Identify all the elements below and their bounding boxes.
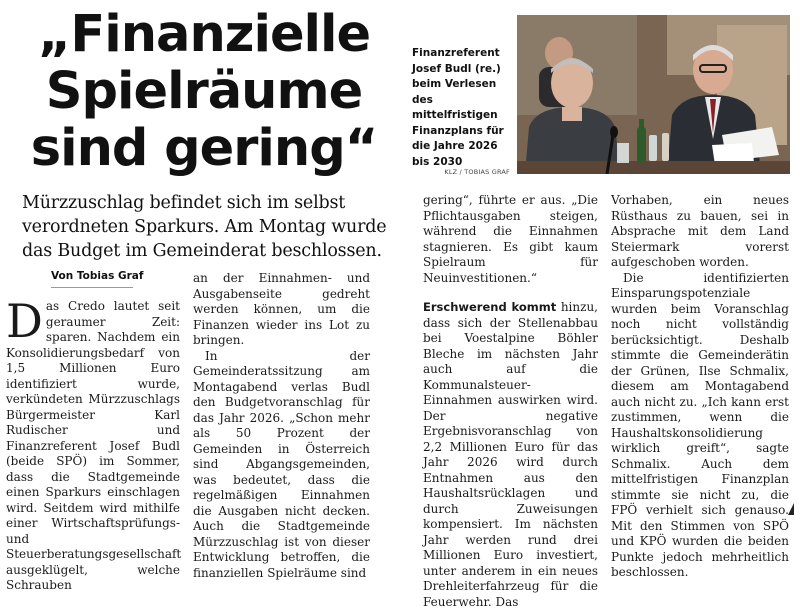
photo-caption: Finanzreferent Josef Budl (re.) beim Verlesen des mittelfristigen Finanzplans für die Jahre 2026 bis 2030 (412, 47, 504, 168)
byline-divider (51, 287, 133, 288)
subheading-lead: Erschwerend kommt (423, 300, 557, 314)
drop-cap: D (6, 294, 43, 348)
article-column-1 (6, 294, 182, 594)
byline: Von Tobias Graf (51, 270, 144, 282)
column-1-text: as Credo lautet seit geraumer Zeit: sparen. Nachdem ein Konsolidierungsbedarf von 1,5 Millionen Euro identifiziert wurde, verkündeten Mürzzuschlags Bürgermeister Karl Rudischer und Finanzreferent Josef Budl (beide SPÖ) im Sommer, dass die Stadtgemeinde einen Sparkurs einschlagen wird. Seitdem wird mithilfe einer Wirtschaftsprüfungs- und Steuerberatungsgesellschaft ausgeklügelt, welche Schrauben (6, 299, 182, 592)
column-2-paragraph-2: In der Gemeinderatssitzung am Montagabend verlas Budl den Budgetvoranschlag für das Jahr 2026. „Schon mehr als 50 Prozent der Gemeinden in Österreich sind Abgangsgemeinden, was bedeutet, dass die regelmäßigen Einnahmen die Ausgaben nicht decken. Auch die Stadtgemeinde Mürzzuschlag ist von dieser Entwicklung betroffen, die finanziellen Spielräume sind (193, 348, 370, 580)
column-3-paragraph-1: gering“, führte er aus. „Die Pflichtausgaben steigen, während die Einnahmen stagnieren. Es gibt kaum Spielraum für Neuinvestitionen.“ (423, 193, 598, 285)
subheadline: Mürzzuschlag befindet sich im selbst verordneten Sparkurs. Am Montag wurde das Budget im Gemeinderat beschlossen. (22, 193, 387, 261)
column-2-paragraph-1: an der Einnahmen- und Ausgabenseite gedreht werden können, um die Finanzen wieder ins Lot zu bringen. (193, 271, 370, 347)
article-column-2 (193, 271, 370, 581)
column-3-text: hinzu, dass sich der Stellenabbau bei Voestalpine Böhler Bleche im nächsten Jahr auch auf die Kommunalsteuer-Einnahmen auswirken wird. Der negative Ergebnisvoranschlag von 2,2 Millionen Euro für das Jahr 2026 wird durch Entnahmen aus den Haushaltsrücklagen und durch Zuweisungen kompensiert. Im nächsten Jahr werden rund drei Millionen Euro investiert, unter anderem in ein neues Drehleiterfahrzeug für die Feuerwehr. Das (423, 300, 598, 609)
column-4-paragraph-1: Vorhaben, ein neues Rüsthaus zu bauen, sei in Absprache mit dem Land Steiermark vorerst aufgeschoben worden. (611, 193, 789, 269)
photo-credit: KLZ / TOBIAS GRAF (444, 168, 510, 176)
column-3-paragraph-2 (423, 300, 598, 610)
photo-illustration (517, 15, 790, 174)
article-photo (517, 15, 790, 174)
headline: „Finanzielle Spielräume sind gering“ (30, 5, 378, 178)
column-4-paragraph-2: Die identifizierten Einsparungspotenziale wurden beim Voranschlag noch nicht vollständig berücksichtigt. Deshalb stimmte die Gemeinderätin der Grünen, Ilse Schmalix, diesem am Montagabend auch nicht zu. „Ich kann erst zustimmen, wenn die Haushaltskonsolidierung wirklich greift“, sagte Schmalix. Auch dem mittelfristigen Finanzplan stimmte sie nicht zu, die FPÖ verhielt sich genauso. Mit den Stimmen von SPÖ und KPÖ wurden die beiden Punkte jedoch mehrheitlich beschlossen. (611, 270, 789, 579)
article-column-4 (611, 193, 789, 581)
column-1-paragraph (6, 294, 182, 594)
article-column-3 (423, 193, 598, 610)
page-corner-marker (788, 503, 794, 515)
